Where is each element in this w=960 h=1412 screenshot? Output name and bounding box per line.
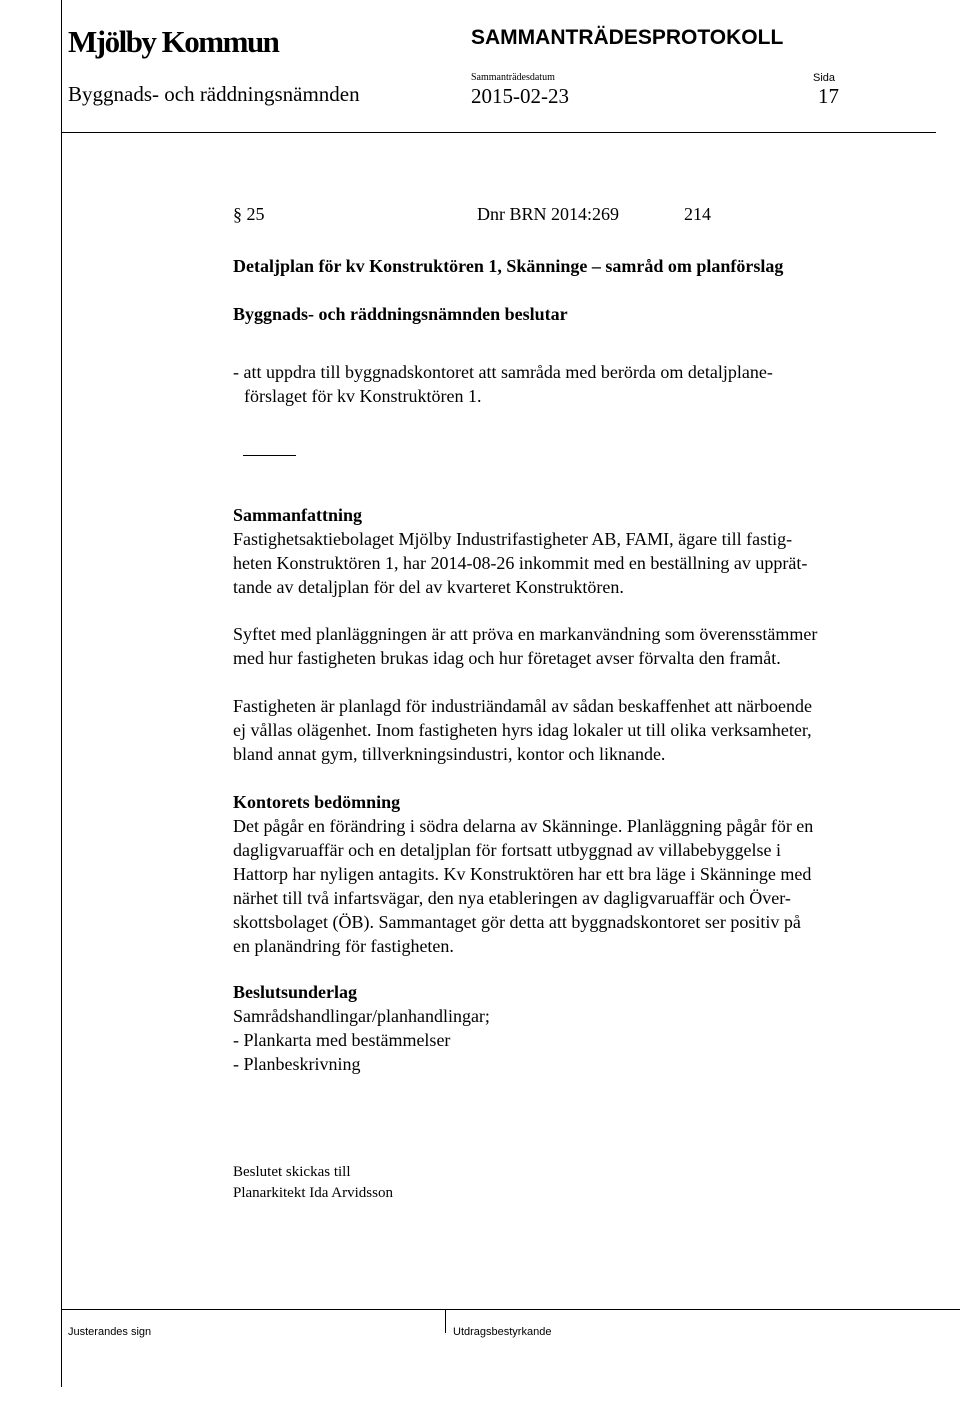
extract-certification-label: Utdragsbestyrkande xyxy=(453,1326,552,1338)
document-type: SAMMANTRÄDESPROTOKOLL xyxy=(471,26,784,49)
registration-number: Dnr BRN 2014:269 xyxy=(477,204,620,224)
basis-section xyxy=(233,980,913,1076)
item-title: Detaljplan för kv Konstruktören 1, Skänninge – samråd om planförslag xyxy=(233,256,784,276)
assessment-line: Det pågår en förändring i södra delarna av Skänninge. Planläggning pågår för en xyxy=(233,816,814,836)
basis-line: - Plankarta med bestämmelser xyxy=(233,1030,451,1050)
summary-section xyxy=(233,503,913,599)
item-number: 214 xyxy=(684,204,711,224)
left-margin-rule-top xyxy=(61,0,62,133)
assessment-line: en planändring för fastigheten. xyxy=(233,936,454,956)
decision-heading: Byggnads- och räddningsnämnden beslutar xyxy=(233,304,568,324)
municipality-name: Mjölby Kommun xyxy=(68,24,279,59)
summary-line: ej vållas olägenhet. Inom fastigheten hyrs idag lokaler ut till olika verksamheter, xyxy=(233,720,812,740)
meeting-date-label: Sammanträdesdatum xyxy=(471,72,555,83)
decision-line: - att uppdra till byggnadskontoret att samråda med berörda om detaljplane- xyxy=(233,362,773,382)
board-name: Byggnads- och räddningsnämnden xyxy=(68,82,360,106)
section-separator xyxy=(243,455,296,456)
sent-to-section xyxy=(233,1162,913,1204)
item-title-block xyxy=(233,254,913,278)
decision-text xyxy=(233,360,913,408)
page-label: Sida xyxy=(813,72,836,84)
summary-line: bland annat gym, tillverkningsindustri, kontor och liknande. xyxy=(233,744,666,764)
assessment-line: dagligvaruaffär och en detaljplan för fortsatt utbyggnad av villabebyggelse i xyxy=(233,840,781,860)
sent-to-recipient: Planarkitekt Ida Arvidsson xyxy=(233,1185,393,1201)
sent-to-label: Beslutet skickas till xyxy=(233,1164,351,1180)
header-divider xyxy=(61,132,936,133)
meeting-date: 2015-02-23 xyxy=(471,84,569,108)
assessment-line: närhet till två infartsvägar, den nya etableringen av dagligvaruaffär och Över- xyxy=(233,888,791,908)
summary-paragraph-3 xyxy=(233,694,913,766)
assessment-section xyxy=(233,790,913,958)
basis-line: - Planbeskrivning xyxy=(233,1054,361,1074)
summary-line: Fastigheten är planlagd för industriändamål av sådan beskaffenhet att närboende xyxy=(233,696,812,716)
summary-paragraph-2 xyxy=(233,622,913,670)
paragraph-number: § 25 xyxy=(233,204,265,224)
summary-line: heten Konstruktören 1, har 2014-08-26 inkommit med en beställning av upprät- xyxy=(233,553,808,573)
assessment-heading: Kontorets bedömning xyxy=(233,792,401,812)
signature-label: Justerandes sign xyxy=(68,1326,152,1338)
decision-line: förslaget för kv Konstruktören 1. xyxy=(244,386,482,406)
footer-divider xyxy=(61,1309,960,1310)
left-margin-rule-body xyxy=(61,132,62,1310)
assessment-line: skottsbolaget (ÖB). Sammantaget gör detta att byggnadskontoret ser positiv på xyxy=(233,912,801,932)
summary-heading: Sammanfattning xyxy=(233,505,363,525)
footer-column-divider xyxy=(445,1309,446,1333)
summary-line: Fastighetsaktiebolaget Mjölby Industrifastigheter AB, FAMI, ägare till fastig- xyxy=(233,529,793,549)
basis-heading: Beslutsunderlag xyxy=(233,982,358,1002)
page-number: 17 xyxy=(818,84,839,108)
left-margin-rule-footer xyxy=(61,1309,62,1387)
assessment-line: Hattorp har nyligen antagits. Kv Konstruktören har ett bra läge i Skänninge med xyxy=(233,864,812,884)
summary-line: tande av detaljplan för del av kvarteret Konstruktören. xyxy=(233,577,624,597)
decision-block xyxy=(233,302,913,326)
basis-line: Samrådshandlingar/planhandlingar; xyxy=(233,1006,490,1026)
summary-line: Syftet med planläggningen är att pröva en markanvändning som överensstämmer xyxy=(233,624,818,644)
summary-line: med hur fastigheten brukas idag och hur företaget avser förvalta den framåt. xyxy=(233,648,781,668)
